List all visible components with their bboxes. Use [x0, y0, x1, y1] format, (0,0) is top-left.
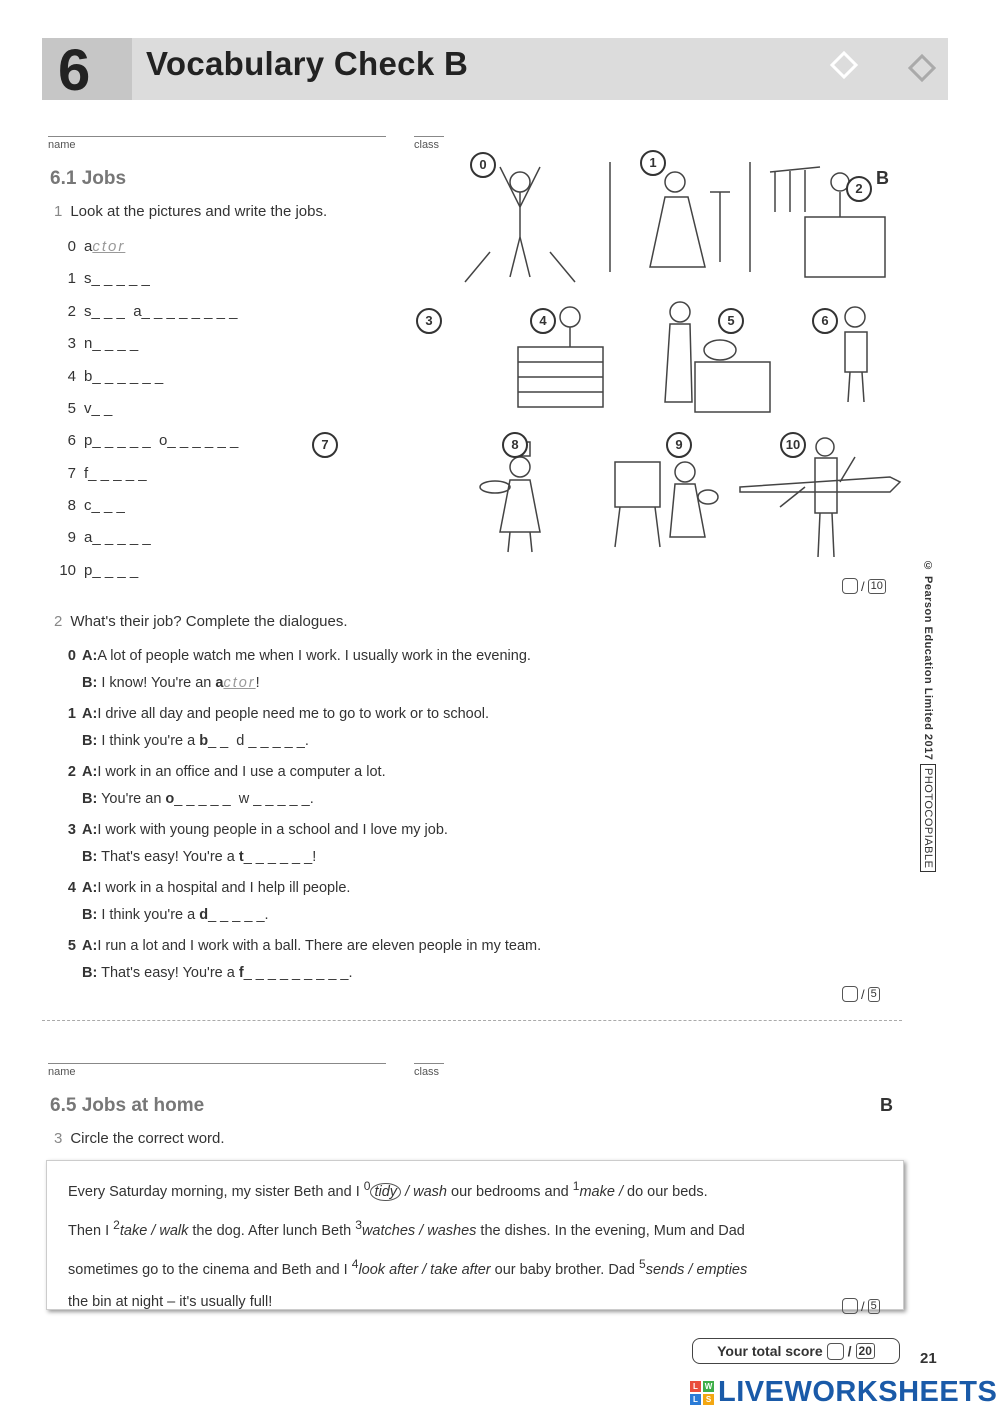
- picture-actor: [465, 167, 575, 282]
- answer-field: _ _ _ _ _: [208, 907, 265, 923]
- class-line[interactable]: [414, 1063, 444, 1064]
- picture-number-2: 2: [846, 176, 872, 202]
- word-choice-3[interactable]: watches / washes: [361, 1222, 477, 1239]
- vocab-item[interactable]: 6 p_ _ _ _ _ o_ _ _ _ _ _: [67, 432, 239, 449]
- copyright: © Pearson Education Limited 2017 PHOTOCOPIABLE: [922, 560, 934, 872]
- dialogue-line-b[interactable]: B: I know! You're an actor!: [82, 675, 260, 691]
- picture-number-3: 3: [416, 308, 442, 334]
- total-score: Your total score / 20: [692, 1338, 900, 1364]
- word-choice-0a[interactable]: tidy: [370, 1183, 401, 1201]
- picture-number-7: 7: [312, 432, 338, 458]
- photocopiable-label: PHOTOCOPIABLE: [920, 764, 936, 872]
- dialogue-line-b[interactable]: B: You're an o_ _ _ _ _ w _ _ _ _ _.: [82, 791, 314, 807]
- picture-number-1: 1: [640, 150, 666, 176]
- cut-line: [42, 1020, 902, 1021]
- answer-field: _ _ _ _ _ _: [243, 849, 313, 865]
- answer-field: _ _ _ _ _ _ _ _ _: [243, 965, 349, 981]
- picture-cook: [480, 442, 540, 552]
- word-choice-5[interactable]: sends / empties: [645, 1261, 748, 1278]
- name-label: name: [48, 1066, 76, 1078]
- exercise-instruction: 3 Circle the correct word.: [54, 1130, 225, 1147]
- exercise1-score: / 10: [842, 578, 886, 594]
- exercise2-score: / 5: [842, 986, 880, 1002]
- vocab-item[interactable]: 10 p_ _ _ _: [59, 562, 139, 579]
- dialogue-line-a: 1 A:I drive all day and people need me to go to work or to school.: [67, 706, 490, 722]
- answer-field: _ _ d _ _ _ _ _: [208, 733, 305, 749]
- paragraph-line: Then I $^2$take / walk the dog. After lunch Beth $^3$watches / washes the dishes. In the evening, Mum and Dad: [68, 1217, 745, 1239]
- picture-number-9: 9: [666, 432, 692, 458]
- answer-field: _ _ _ _ _ w _ _ _ _ _: [174, 791, 310, 807]
- picture-pilot: [740, 438, 900, 557]
- paragraph-line: sometimes go to the cinema and Beth and I $^4$look after / take after our baby brother. Dad $^5$sends / empties: [68, 1256, 748, 1278]
- version-badge: B: [880, 1095, 893, 1115]
- vocab-item[interactable]: 4 b_ _ _ _ _ _: [67, 368, 164, 385]
- dialogue-line-b[interactable]: B: That's easy! You're a t_ _ _ _ _ _!: [82, 849, 317, 865]
- name-line[interactable]: [48, 1063, 386, 1064]
- total-score-input[interactable]: [827, 1343, 844, 1360]
- dialogue-line-a: 5 A:I run a lot and I work with a ball. There are eleven people in my team.: [67, 938, 542, 954]
- vocab-item[interactable]: 9 a_ _ _ _ _: [67, 529, 151, 546]
- vocab-item[interactable]: 3 n_ _ _ _: [67, 335, 139, 352]
- dialogue-line-a: 0 A:A lot of people watch me when I work. I usually work in the evening.: [67, 648, 531, 664]
- section-title: 6.5 Jobs at home: [50, 1095, 205, 1116]
- vocab-item[interactable]: 7 f_ _ _ _ _: [67, 465, 147, 482]
- picture-number-0: 0: [470, 152, 496, 178]
- version-badge: B: [876, 168, 889, 188]
- page-number: 21: [920, 1350, 937, 1367]
- name-line[interactable]: [48, 136, 386, 137]
- answer-field: ctor: [223, 675, 256, 691]
- score-input[interactable]: [842, 986, 858, 1002]
- class-label: class: [414, 139, 440, 151]
- word-choice-4[interactable]: look after / take after: [358, 1261, 491, 1278]
- vocab-item[interactable]: 1 s_ _ _ _ _: [67, 270, 150, 287]
- paragraph-line: Every Saturday morning, my sister Beth and I $^0$ tidy / wash our bedrooms and $^1$make / do our beds.: [68, 1179, 708, 1200]
- dialogue-line-b[interactable]: B: I think you're a d_ _ _ _ _.: [82, 907, 269, 923]
- picture-number-5: 5: [718, 308, 744, 334]
- exercise-instruction: 2 What's their job? Complete the dialogues.: [54, 613, 348, 630]
- class-line[interactable]: [414, 136, 444, 137]
- vocab-item[interactable]: 0 actor: [67, 238, 126, 255]
- name-label: name: [48, 139, 76, 151]
- circle-paragraph: [68, 1170, 898, 1319]
- word-choice-0b[interactable]: / wash: [401, 1183, 447, 1200]
- picture-artist: [615, 462, 718, 547]
- vocab-item[interactable]: 2 s_ _ _ a_ _ _ _ _ _ _ _: [67, 303, 238, 320]
- liveworksheets-logo: [690, 1376, 997, 1409]
- exercise3-score: / 5: [842, 1298, 880, 1314]
- page-title: Vocabulary Check B: [146, 45, 469, 82]
- dialogue-line-a: 2 A:I work in an office and I use a computer a lot.: [67, 764, 386, 780]
- picture-number-4: 4: [530, 308, 556, 334]
- class-label: class: [414, 1066, 440, 1078]
- job-pictures: [460, 152, 910, 582]
- brand-name: LIVEWORKSHEETS: [718, 1376, 998, 1408]
- word-choice-2[interactable]: take / walk: [119, 1222, 189, 1239]
- picture-police-officer: [845, 307, 867, 402]
- vocab-item[interactable]: 5 v_ _: [67, 400, 113, 417]
- section-title: 6.1 Jobs: [50, 168, 127, 189]
- logo-grid-icon: L W L S: [690, 1381, 714, 1405]
- dialogue-line-a: 4 A:I work in a hospital and I help ill people.: [67, 880, 351, 896]
- dialogue-line-b[interactable]: B: I think you're a b_ _ d _ _ _ _ _.: [82, 733, 309, 749]
- score-input[interactable]: [842, 578, 858, 594]
- unit-number: 6: [58, 38, 91, 103]
- answer-field: ctor: [92, 238, 126, 255]
- dialogue-line-a: 3 A:I work with young people in a school and I love my job.: [67, 822, 448, 838]
- score-input[interactable]: [842, 1298, 858, 1314]
- dialogue-line-b[interactable]: B: That's easy! You're a f_ _ _ _ _ _ _ _ _.: [82, 965, 353, 981]
- picture-number-6: 6: [812, 308, 838, 334]
- picture-singer: [610, 162, 750, 272]
- word-choice-1[interactable]: make /: [579, 1183, 628, 1200]
- exercise-instruction: 1 Look at the pictures and write the jobs.: [54, 203, 328, 220]
- vocab-item[interactable]: 8 c_ _ _: [67, 497, 125, 514]
- picture-number-10: 10: [780, 432, 806, 458]
- paragraph-line: the bin at night – it's usually full!: [68, 1294, 273, 1311]
- picture-number-8: 8: [502, 432, 528, 458]
